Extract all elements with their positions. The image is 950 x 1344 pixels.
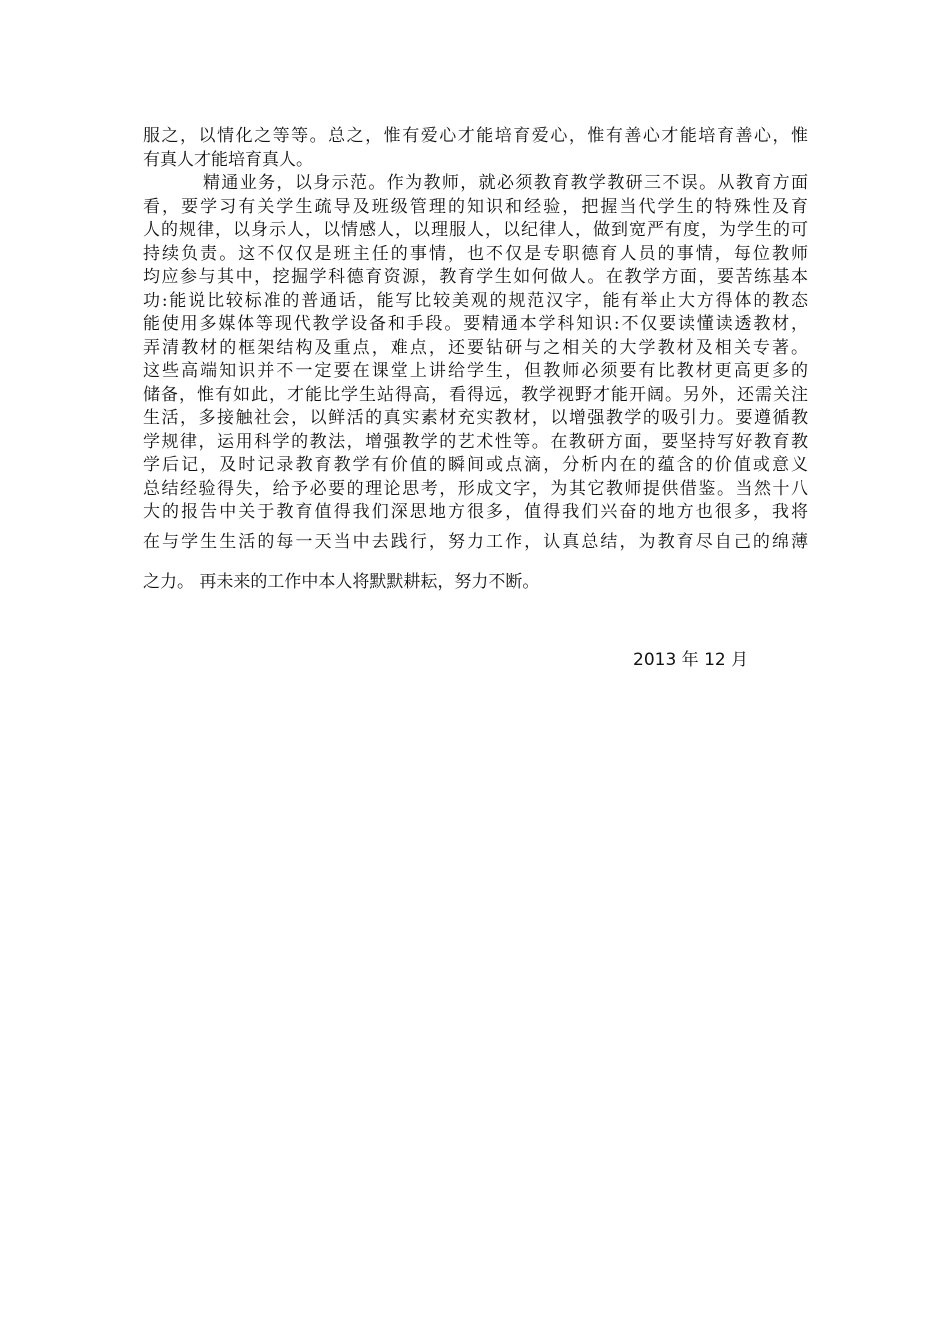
text-line: 能使用多媒体等现代教学设备和手段。要精通本学科知识:不仅要读懂读透教材， <box>143 314 808 334</box>
text-line: 功:能说比较标准的普通话，能写比较美观的规范汉字，能有举止大方得体的教态 <box>143 290 808 311</box>
text-line: 总结经验得失，给予必要的理论思考，形成文字，为其它教师提供借鉴。当然十八 <box>143 478 808 499</box>
signature-date: 2013 年 12 月 <box>633 650 749 670</box>
text-line: 持续负责。这不仅仅是班主任的事情，也不仅是专职德育人员的事情，每位教师 <box>143 243 808 264</box>
text-line: 在与学生生活的每一天当中去践行，努力工作，认真总结，为教育尽自己的绵薄 <box>143 531 808 552</box>
text-line: 看，要学习有关学生疏导及班级管理的知识和经验，把握当代学生的特殊性及育 <box>143 196 808 217</box>
closing-line: 之力。 再未来的工作中本人将默默耕耘，努力不断。 <box>143 571 540 592</box>
text-line: 有真人才能培育真人。 <box>143 149 313 170</box>
text-line: 学后记，及时记录教育教学有价值的瞬间或点滴，分析内在的蕴含的价值或意义 <box>143 455 808 475</box>
text-line: 服之，以情化之等等。总之，惟有爱心才能培育爱心，惟有善心才能培育善心，惟 <box>143 126 808 146</box>
text-line: 大的报告中关于教育值得我们深思地方很多，值得我们兴奋的地方也很多，我将 <box>143 502 808 522</box>
document-body <box>143 125 808 594</box>
text-line: 弄清教材的框架结构及重点，难点，还要钻研与之相关的大学教材及相关专著。 <box>143 337 808 358</box>
text-line: 储备，惟有如此，才能比学生站得高，看得远，教学视野才能开阔。另外，还需关注 <box>143 384 808 405</box>
text-line: 学规律，运用科学的教法，增强教学的艺术性等。在教研方面，要坚持写好教育教 <box>143 431 808 452</box>
text-line: 生活，多接触社会，以鲜活的真实素材充实教材，以增强教学的吸引力。要遵循教 <box>143 408 808 428</box>
text-line: 人的规律，以身示人，以情感人，以理服人，以纪律人，做到宽严有度，为学生的可 <box>143 220 808 240</box>
text-line: 均应参与其中，挖掘学科德育资源，教育学生如何做人。在教学方面，要苦练基本 <box>143 267 808 287</box>
paragraph-start-line: 精通业务，以身示范。作为教师，就必须教育教学教研三不误。从教育方面 <box>203 173 808 193</box>
text-line: 这些高端知识并不一定要在课堂上讲给学生，但教师必须要有比教材更高更多的 <box>143 361 808 381</box>
